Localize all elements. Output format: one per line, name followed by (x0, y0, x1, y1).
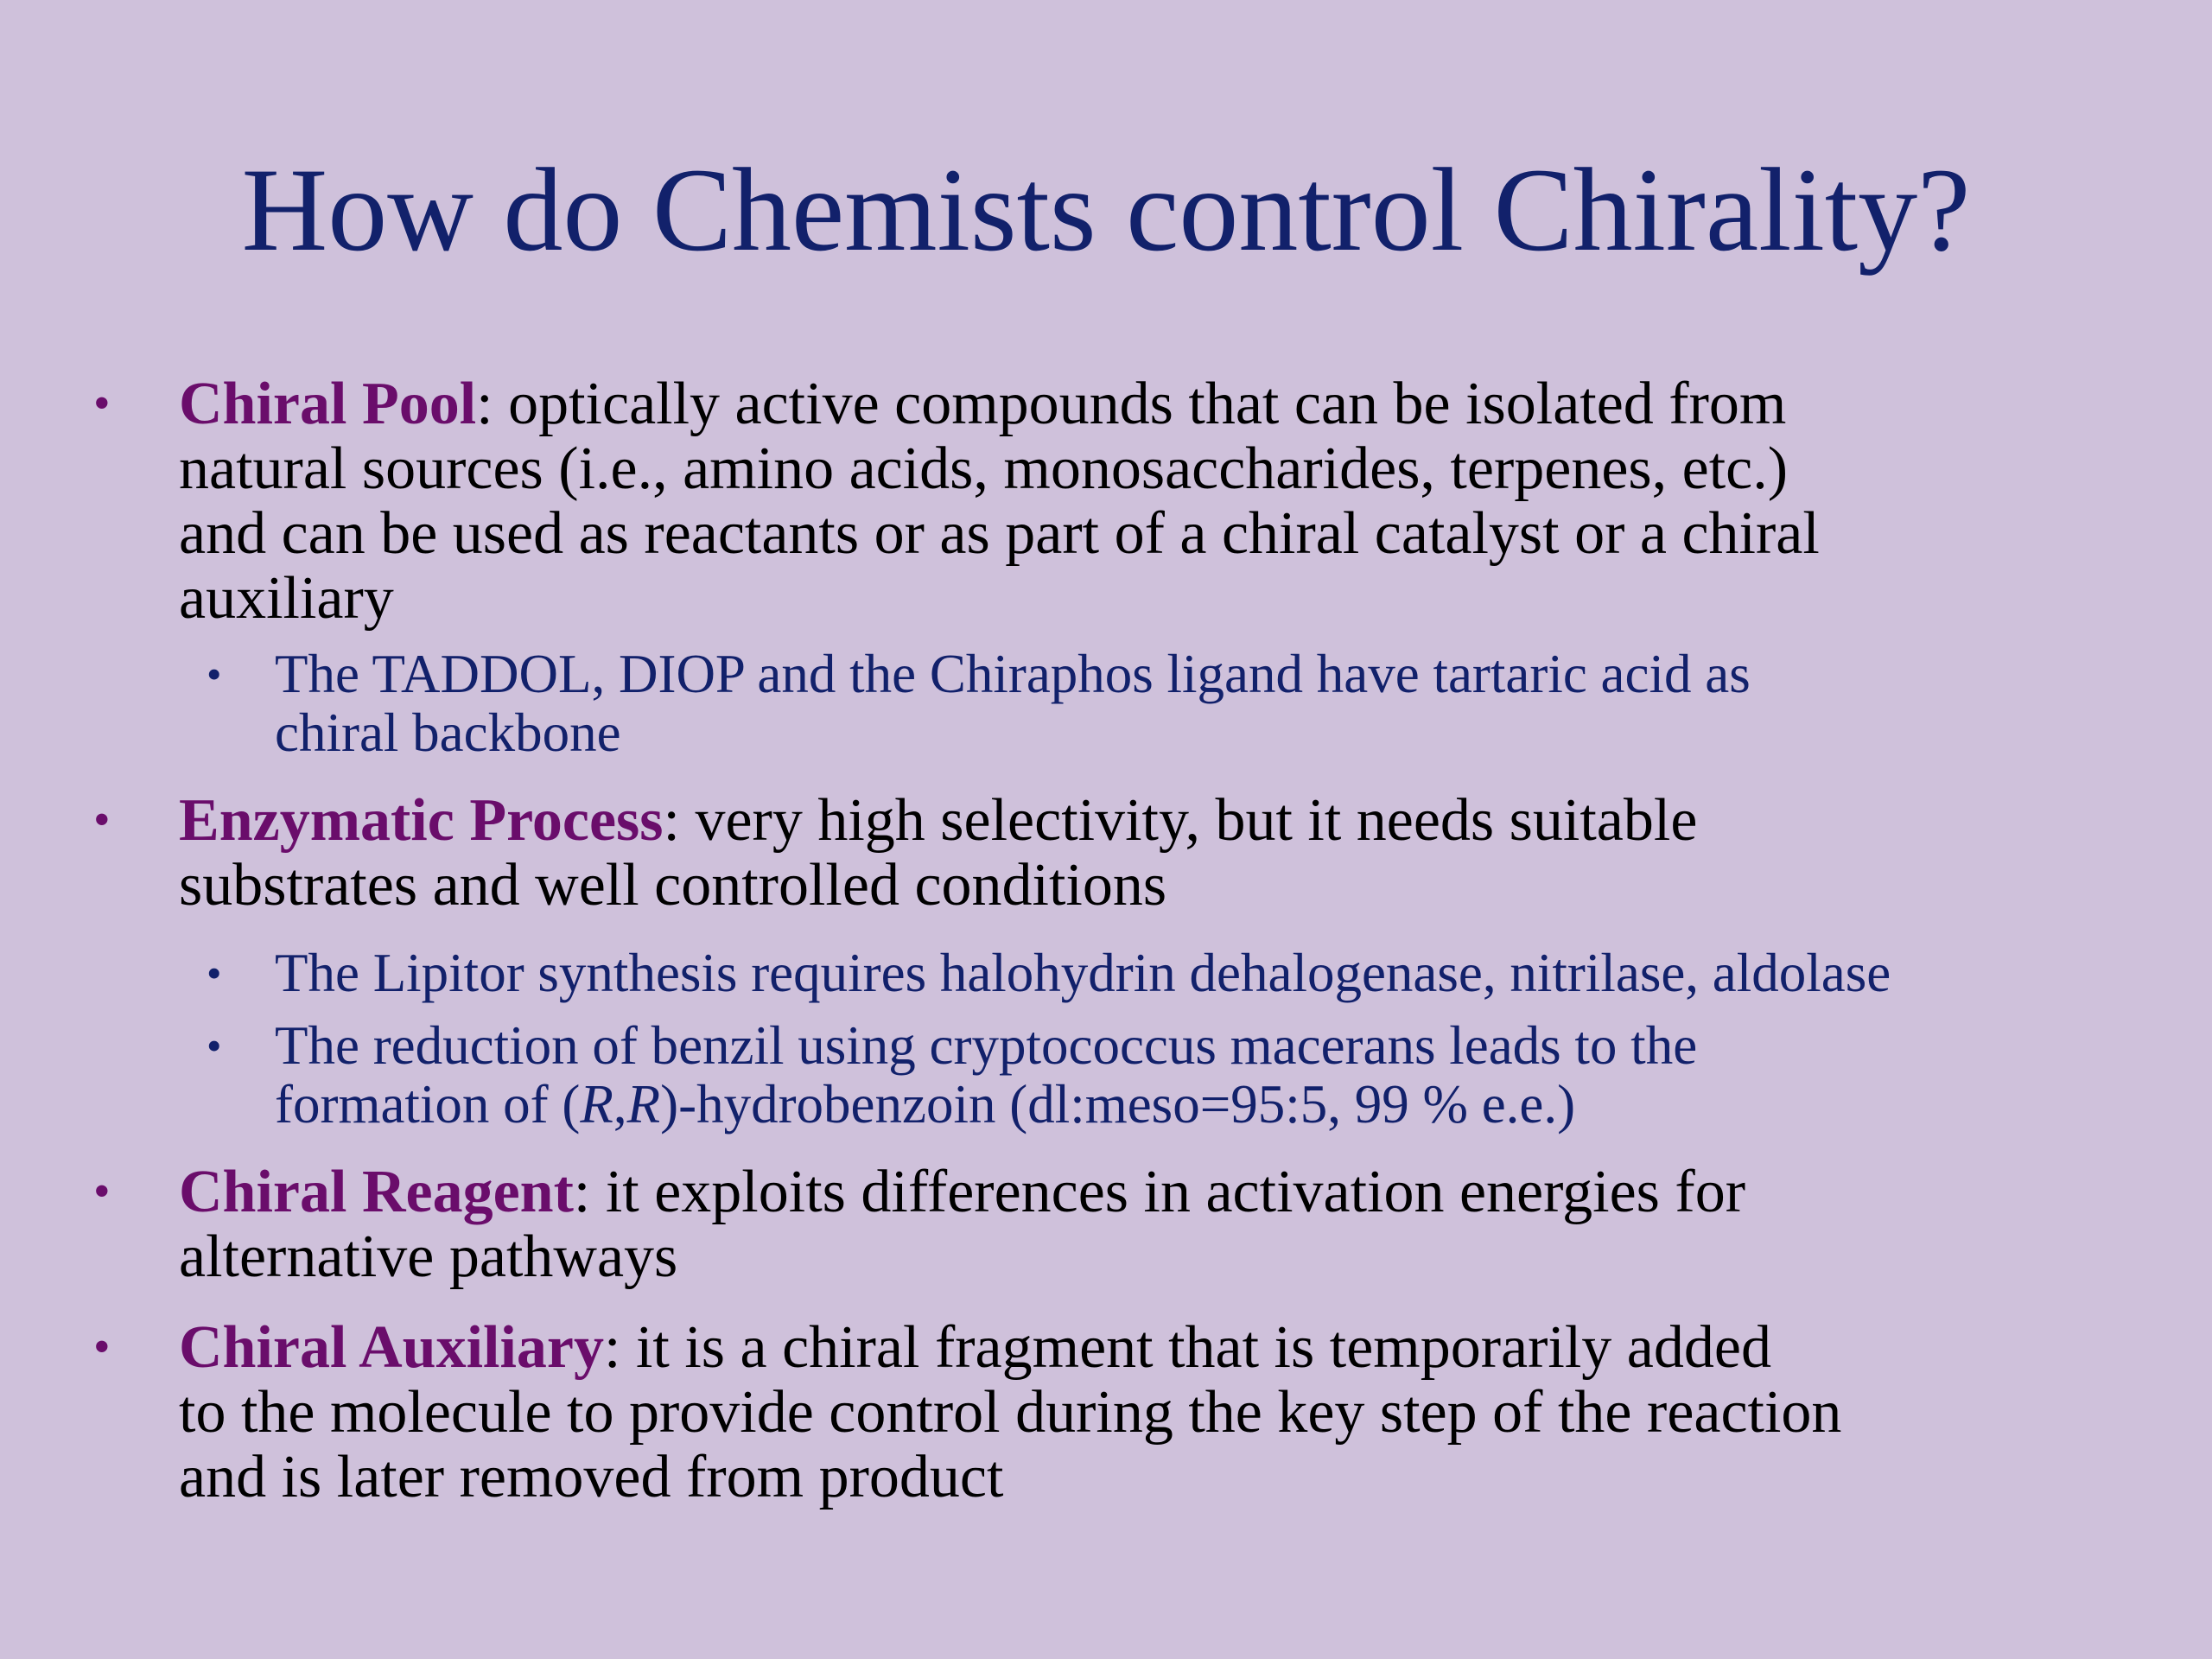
sub-bullet-benzil (0, 1016, 2176, 1134)
bullet-icon: • (93, 377, 111, 430)
bullet-enzymatic-process (0, 788, 2132, 918)
term-separator: : (573, 1159, 591, 1225)
bullet-line (179, 1159, 1745, 1225)
sub-bullet-taddol (0, 645, 2176, 762)
term-chiral-reagent: Chiral Reagent (179, 1159, 574, 1225)
bullet-chiral-pool (0, 372, 2132, 631)
stereo-descriptor: R (580, 1074, 613, 1135)
bullet-text: and can be used as reactants or as part of a chiral catalyst or a chiral (179, 500, 1820, 567)
bullet-icon: • (93, 1320, 111, 1374)
bullet-text: and is later removed from product (179, 1444, 1004, 1510)
slide-body (0, 372, 2212, 1510)
term-separator: : (603, 1314, 621, 1381)
sub-bullet-text: chiral backbone (275, 702, 621, 763)
bullet-text: substrates and well controlled conditions (179, 852, 1167, 918)
sub-bullet-lipitor (0, 944, 2176, 1002)
sub-bullet-icon: • (207, 949, 222, 997)
term-chiral-auxiliary: Chiral Auxiliary (179, 1314, 604, 1381)
bullet-text: alternative pathways (179, 1224, 678, 1290)
term-separator: : (663, 787, 680, 854)
bullet-text: very high selectivity, but it needs suitable (679, 787, 1698, 854)
bullet-text: it exploits differences in activation energies for (590, 1159, 1746, 1225)
bullet-line (179, 1314, 1771, 1381)
sub-bullet-text: )-hydrobenzoin (dl:meso=95:5, 99 % e.e.) (660, 1074, 1576, 1135)
sub-bullet-text: The Lipitor synthesis requires halohydrin dehalogenase, nitrilase, aldolase (275, 943, 1891, 1003)
term-chiral-pool: Chiral Pool (179, 371, 477, 437)
bullet-line (179, 787, 1697, 854)
sub-bullet-text: The reduction of benzil using cryptococcus macerans leads to the (275, 1015, 1698, 1076)
bullet-text: to the molecule to provide control during the key step of the reaction (179, 1379, 1842, 1446)
bullet-icon: • (93, 1165, 111, 1218)
bullet-line (179, 371, 1786, 437)
stereo-descriptor: R (626, 1074, 661, 1135)
sub-bullet-line (275, 1074, 1575, 1135)
stereo-comma: , (613, 1074, 627, 1135)
slide-title: How do Chemists control Chirality? (241, 143, 1971, 276)
sub-bullet-icon: • (207, 1021, 222, 1070)
bullet-text: auxiliary (179, 565, 394, 632)
bullet-chiral-auxiliary (0, 1315, 2132, 1510)
bullet-text: it is a chiral fragment that is temporarily added (620, 1314, 1771, 1381)
bullet-text: optically active compounds that can be isolated from (493, 371, 1787, 437)
sub-bullet-icon: • (207, 650, 222, 698)
sub-bullet-text: formation of ( (275, 1074, 581, 1135)
bullet-chiral-reagent (0, 1160, 2132, 1289)
bullet-text: natural sources (i.e., amino acids, monosaccharides, terpenes, etc.) (179, 435, 1789, 502)
bullet-icon: • (93, 793, 111, 847)
term-separator: : (476, 371, 493, 437)
sub-bullet-text: The TADDOL, DIOP and the Chiraphos ligand have tartaric acid as (275, 644, 1751, 704)
term-enzymatic-process: Enzymatic Process (179, 787, 664, 854)
